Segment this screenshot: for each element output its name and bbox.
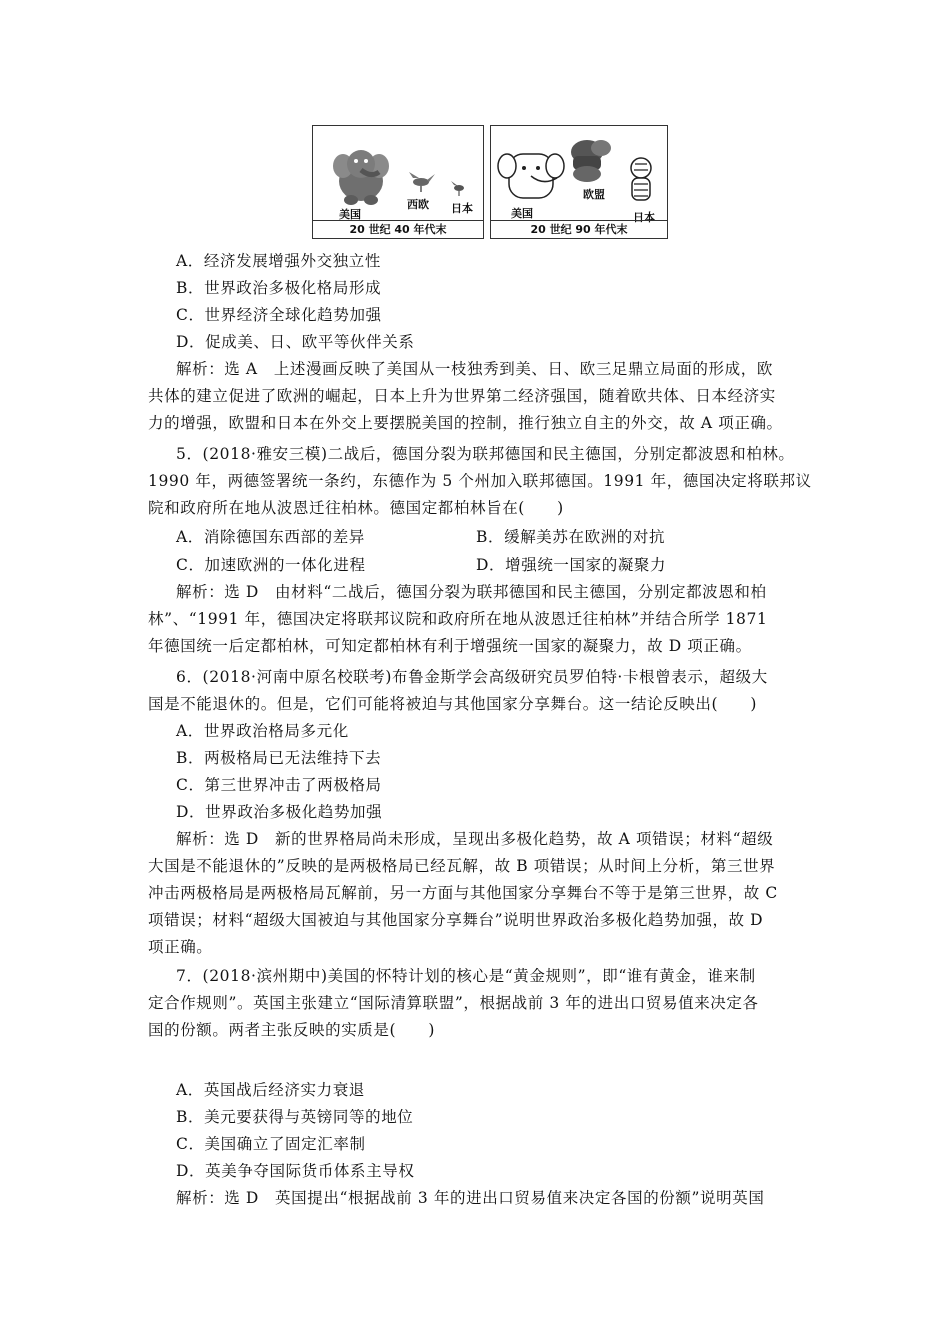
q4-option-b: B．世界政治多极化格局形成	[176, 279, 382, 297]
q7-stem-line: 国的份额。两者主张反映的实质是( )	[148, 1021, 435, 1039]
q6-analysis-line: 大国是不能退休的”反映的是两极格局已经瓦解，故 B 项错误；从时间上分析，第三世界	[148, 857, 776, 875]
q6-analysis-line: 冲击两极格局是两极格局瓦解前，另一方面与其他国家分享舞台不等于是第三世界，故 C	[148, 884, 778, 902]
q5-analysis-line: 林”、“1991 年，德国决定将联邦议院和政府所在地从波恩迁往柏林”并结合所学 1871	[148, 610, 768, 628]
q5-option-d: D．增强统一国家的凝聚力	[476, 556, 667, 574]
label-western-europe: 西欧	[407, 198, 429, 211]
q6-analysis-line: 项正确。	[148, 938, 213, 956]
q6-stem-line: 6．(2018·河南中原名校联考)布鲁金斯学会高级研究员罗伯特·卡根曾表示，超级大	[176, 668, 768, 686]
cartoon-1990s	[490, 125, 668, 239]
cartoon-1940s	[312, 125, 484, 239]
q5-analysis-line: 年德国统一后定都柏林，可知定都柏林有利于增强统一国家的凝聚力，故 D 项正确。	[148, 637, 752, 655]
q6-option-b: B．两极格局已无法维持下去	[176, 749, 382, 767]
q7-option-b: B．美元要获得与英镑同等的地位	[176, 1108, 414, 1126]
q4-option-d: D．促成美、日、欧平等伙伴关系	[176, 333, 415, 351]
cartoon-caption: 20 世纪 90 年代末	[491, 220, 667, 238]
q6-option-a: A．世界政治格局多元化	[176, 722, 349, 740]
q7-stem-line: 7．(2018·滨州期中)美国的怀特计划的核心是“黄金规则”，即“谁有黄金，谁来制	[176, 967, 756, 985]
q5-stem-line: 1990 年，两德签署统一条约，东德作为 5 个州加入联邦德国。1991 年，德国决定将联邦议	[148, 472, 812, 490]
q7-option-c: C．美国确立了固定汇率制	[176, 1135, 366, 1153]
label-eu: 欧盟	[583, 188, 605, 201]
q6-stem-line: 国是不能退休的。但是，它们可能将被迫与其他国家分享舞台。这一结论反映出( )	[148, 695, 757, 713]
q7-analysis-line: 解析：选 D 英国提出“根据战前 3 年的进出口贸易值来决定各国的份额”说明英国	[176, 1189, 765, 1207]
q7-option-a: A．英国战后经济实力衰退	[176, 1081, 365, 1099]
label-us: 美国	[339, 208, 361, 221]
q4-option-a: A．经济发展增强外交独立性	[176, 252, 381, 270]
q5-option-b: B．缓解美苏在欧洲的对抗	[476, 528, 666, 546]
q4-analysis-line: 共体的建立促进了欧洲的崛起，日本上升为世界第二经济强国，随着欧共体、日本经济实	[148, 387, 776, 405]
label-japan: 日本	[451, 202, 473, 215]
q4-option-c: C．世界经济全球化趋势加强	[176, 306, 382, 324]
q5-stem-line: 5．(2018·雅安三模)二战后，德国分裂为联邦德国和民主德国，分别定都波恩和柏林。	[176, 445, 795, 463]
label-us: 美国	[511, 207, 533, 220]
q6-option-d: D．世界政治多极化趋势加强	[176, 803, 383, 821]
q6-analysis-line: 解析：选 D 新的世界格局尚未形成，呈现出多极化趋势，故 A 项错误；材料“超级	[176, 830, 774, 848]
q7-option-d: D．英美争夺国际货币体系主导权	[176, 1162, 415, 1180]
q7-stem-line: 定合作规则”。英国主张建立“国际清算联盟”，根据战前 3 年的进出口贸易值来决定各	[148, 994, 759, 1012]
q5-stem-line: 院和政府所在地从波恩迁往柏林。德国定都柏林旨在( )	[148, 499, 564, 517]
label-japan: 日本	[633, 211, 655, 224]
q6-analysis-line: 项错误；材料“超级大国被迫与其他国家分享舞台”说明世界政治多极化趋势加强，故 D	[148, 911, 764, 929]
q5-analysis-line: 解析：选 D 由材料“二战后，德国分裂为联邦德国和民主德国，分别定都波恩和柏	[176, 583, 767, 601]
q5-option-a: A．消除德国东西部的差异	[176, 528, 365, 546]
q5-option-c: C．加速欧洲的一体化进程	[176, 556, 366, 574]
q4-analysis-line: 解析：选 A 上述漫画反映了美国从一枝独秀到美、日、欧三足鼎立局面的形成，欧	[176, 360, 773, 378]
q4-analysis-line: 力的增强，欧盟和日本在外交上要摆脱美国的控制，推行独立自主的外交，故 A 项正确。	[148, 414, 783, 432]
cartoon-caption: 20 世纪 40 年代末	[313, 220, 483, 238]
q6-option-c: C．第三世界冲击了两极格局	[176, 776, 382, 794]
